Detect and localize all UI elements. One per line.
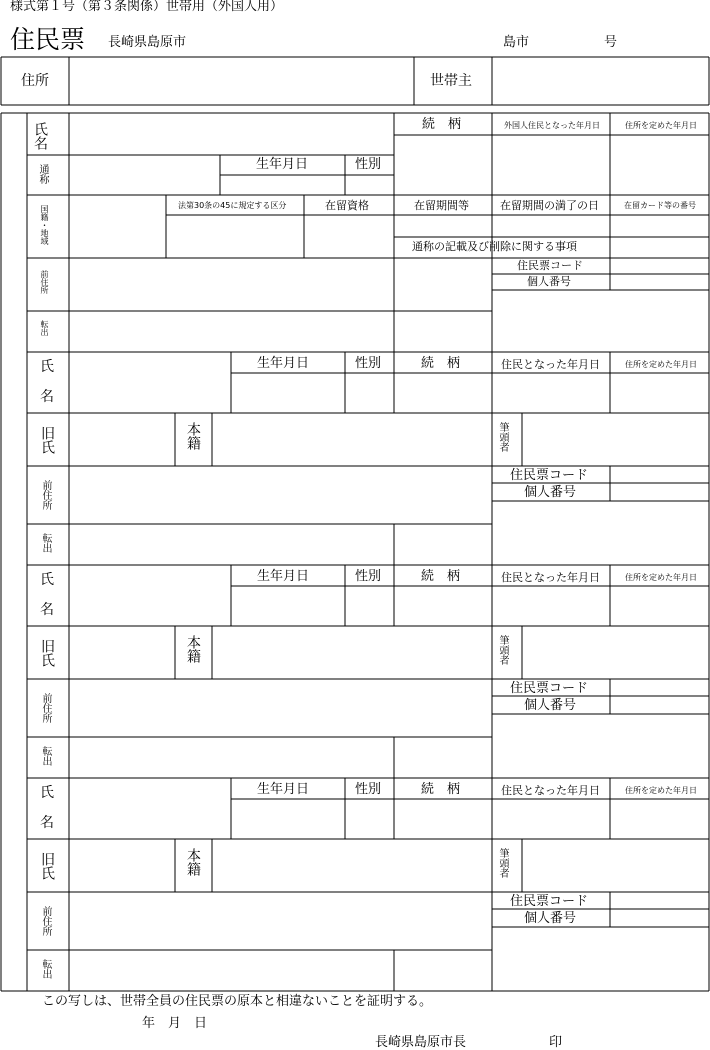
mb-became-resident-label: 住民となった年月日 (501, 358, 600, 371)
fm-prev-address-label: 前住所 (40, 270, 49, 294)
mb-relation-label: 続 柄 (421, 569, 461, 584)
fm-became-resident-label: 外国人住民となった年月日 (504, 121, 600, 130)
mb-sex-label: 性別 (355, 356, 382, 371)
mb-relation-label: 続 柄 (421, 356, 461, 371)
mb-code-label: 住民票コード (510, 894, 589, 909)
mb-mynumber-label: 個人番号 (524, 698, 577, 713)
mb-code-label: 住民票コード (510, 681, 589, 696)
mb-address-set-label: 住所を定めた年月日 (625, 786, 697, 795)
mb-former-name-label: 旧氏 (39, 426, 55, 454)
mb-name-label-2: 名 (40, 389, 54, 405)
mb-prev-address-label: 前住所 (40, 906, 51, 936)
fm-status-label: 在留資格 (325, 199, 369, 212)
mayor-title: 長崎県島原市長 (375, 1035, 467, 1050)
fm-article-label: 法第30条の45に規定する区分 (178, 201, 287, 210)
fm-card-label: 在留カード等の番号 (624, 201, 696, 210)
mb-prev-address-label: 前住所 (40, 693, 51, 723)
mb-name-label-2: 名 (40, 602, 54, 618)
mb-birth-label: 生年月日 (257, 782, 310, 797)
mb-name-label-2: 名 (40, 815, 54, 831)
mb-sex-label: 性別 (355, 569, 382, 584)
head-label: 世帯主 (430, 73, 472, 89)
certification-date: 年 月 日 (142, 1016, 208, 1031)
mb-domicile-label: 本籍 (185, 635, 201, 663)
number-prefix: 島市 (503, 35, 530, 50)
mb-code-label: 住民票コード (510, 468, 589, 483)
mb-name-label-1: 氏 (40, 572, 54, 588)
mb-domicile-label: 本籍 (185, 422, 201, 450)
mb-moveout-label: 転出 (40, 533, 51, 553)
municipality: 長崎県島原市 (108, 35, 187, 50)
address-label: 住所 (21, 73, 49, 89)
mb-birth-label: 生年月日 (257, 569, 310, 584)
mb-relation-label: 続 柄 (421, 782, 461, 797)
fm-expiry-label: 在留期間の満了の日 (500, 199, 599, 212)
mb-became-resident-label: 住民となった年月日 (501, 571, 600, 584)
mb-former-name-label: 旧氏 (39, 852, 55, 880)
fm-name-label: 氏名 (32, 122, 48, 150)
mb-head-of-family-label: 筆頭者 (497, 848, 508, 878)
mb-address-set-label: 住所を定めた年月日 (625, 573, 697, 582)
mb-name-label-1: 氏 (40, 359, 54, 375)
mb-former-name-label: 旧氏 (39, 639, 55, 667)
mb-name-label-1: 氏 (40, 785, 54, 801)
mb-moveout-label: 転出 (40, 746, 51, 766)
number-suffix: 号 (604, 35, 618, 50)
fm-nationality-label: 国籍・地域 (40, 205, 49, 245)
fm-address-set-label: 住所を定めた年月日 (625, 121, 697, 130)
fm-relation-label: 続 柄 (422, 117, 462, 132)
certification-text: この写しは、世帯全員の住民票の原本と相違ないことを証明する。 (42, 994, 433, 1009)
mb-prev-address-label: 前住所 (40, 480, 51, 510)
fm-birth-label: 生年月日 (256, 157, 309, 172)
fm-code-label: 住民票コード (517, 259, 583, 272)
mb-mynumber-label: 個人番号 (524, 911, 577, 926)
mb-moveout-label: 転出 (40, 959, 51, 979)
mb-birth-label: 生年月日 (257, 356, 310, 371)
mb-mynumber-label: 個人番号 (524, 485, 577, 500)
mb-became-resident-label: 住民となった年月日 (501, 784, 600, 797)
fm-sex-label: 性別 (355, 157, 382, 172)
fm-alias-note-label: 通称の記載及び削除に関する事項 (412, 240, 577, 253)
fm-alias-label: 通称 (37, 164, 48, 184)
seal-mark: 印 (549, 1035, 563, 1050)
mb-address-set-label: 住所を定めた年月日 (625, 360, 697, 369)
mb-head-of-family-label: 筆頭者 (497, 635, 508, 665)
mb-head-of-family-label: 筆頭者 (497, 422, 508, 452)
mb-domicile-label: 本籍 (185, 848, 201, 876)
page-title: 住民票 (10, 25, 86, 54)
fm-mynumber-label: 個人番号 (527, 275, 571, 288)
mb-sex-label: 性別 (355, 782, 382, 797)
fm-period-label: 在留期間等 (414, 199, 469, 212)
fm-moveout-label: 転出 (40, 320, 49, 336)
form-code: 様式第１号（第３条関係）世帯用（外国人用） (10, 0, 284, 14)
